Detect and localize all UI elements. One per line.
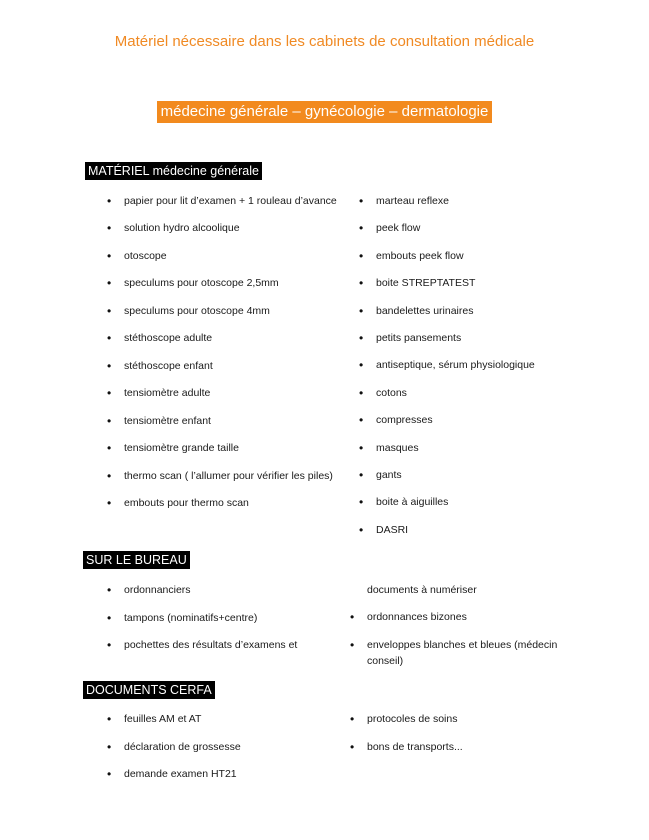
cerfa-left-list [107,711,342,782]
list-item: • marteau reflexe [359,193,599,209]
list-item: • petits pansements [359,330,599,346]
list-item: • otoscope [107,248,342,264]
bureau-left-list [107,582,342,653]
list-item: • peek flow [359,220,599,236]
list-item: • antiseptique, sérum physiologique [359,357,599,373]
page-title: Matériel nécessaire dans les cabinets de consultation médicale [114,33,535,50]
list-item: • bons de transports... [350,739,578,755]
list-item: • bandelettes urinaires [359,303,599,319]
list-item: • déclaration de grossesse [107,739,342,755]
list-item: • stéthoscope enfant [107,358,342,374]
materiel-right-list [359,193,599,538]
list-item: • boite à aiguilles [359,494,599,510]
list-item: • embouts pour thermo scan [107,495,342,511]
list-item: • protocoles de soins [350,711,578,727]
materiel-left-list [107,193,342,511]
bureau-continuation-text: documents à numériser [367,584,477,596]
list-item: • tensiomètre adulte [107,385,342,401]
list-item: • masques [359,440,599,456]
list-item: • speculums pour otoscope 2,5mm [107,275,342,291]
list-item: • DASRI [359,522,599,538]
section-heading-materiel: MATÉRIEL médecine générale [85,162,262,180]
list-item: • compresses [359,412,599,428]
page-subtitle: médecine générale – gynécologie – dermatologie [157,101,493,123]
list-item: • tensiomètre grande taille [107,440,342,456]
section-heading-cerfa: DOCUMENTS CERFA [83,681,215,699]
list-item: • demande examen HT21 [107,766,342,782]
bureau-right-list [350,609,578,669]
list-item: • ordonnances bizones [350,609,578,625]
list-item: • gants [359,467,599,483]
list-item: • thermo scan ( l’allumer pour vérifier les piles) [107,468,342,484]
cerfa-right-list [350,711,578,755]
list-item: • speculums pour otoscope 4mm [107,303,342,319]
list-item: • boite STREPTATEST [359,275,599,291]
list-item: • stéthoscope adulte [107,330,342,346]
list-item: • tampons (nominatifs+centre) [107,610,342,626]
list-item: • solution hydro alcoolique [107,220,342,236]
list-item: • feuilles AM et AT [107,711,342,727]
list-item: • tensiomètre enfant [107,413,342,429]
list-item: • enveloppes blanches et bleues (médecin conseil) [350,637,578,669]
list-item: • pochettes des résultats d’examens et [107,637,342,653]
list-item: • embouts peek flow [359,248,599,264]
section-heading-bureau: SUR LE BUREAU [83,551,190,569]
list-item: • ordonnanciers [107,582,342,598]
list-item: • papier pour lit d’examen + 1 rouleau d’avance [107,193,342,209]
list-item: • cotons [359,385,599,401]
